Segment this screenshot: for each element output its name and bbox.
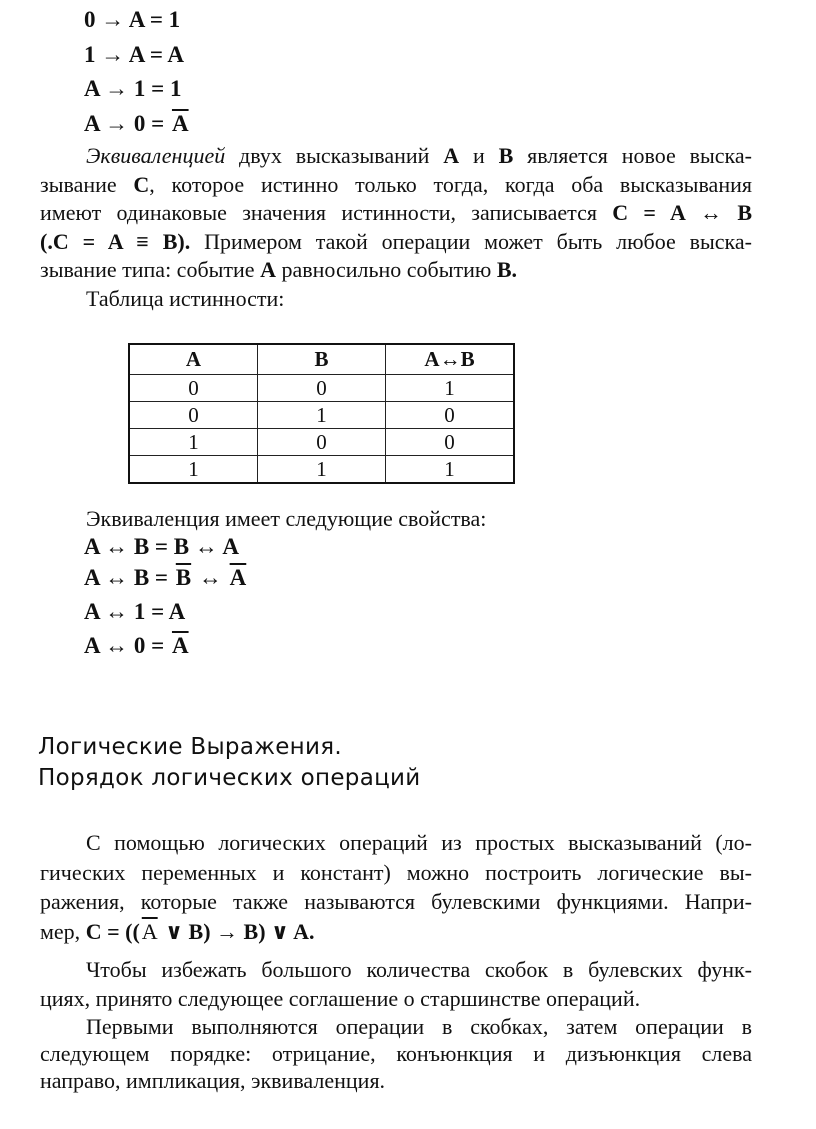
text-segment: ражения, которые также называются булевскими функциями. Напри- xyxy=(40,889,752,914)
table-cell: 1 xyxy=(386,375,515,402)
text-segment: C = (( xyxy=(85,918,140,944)
text-line xyxy=(40,285,752,314)
negated-variable: $\overline{A}$ xyxy=(141,918,158,944)
text-segment: мер, xyxy=(40,918,86,944)
text-segment: , которое истинно только тогда, когда оба высказывания xyxy=(149,171,752,197)
logical-expressions-paragraph xyxy=(40,828,752,946)
text-segment: Эквиваленцией xyxy=(86,143,226,168)
text-line xyxy=(40,595,752,629)
table-cell: 0 xyxy=(386,429,515,456)
text-segment: A ↔ B = xyxy=(84,565,174,590)
text-line xyxy=(40,171,752,200)
table-row xyxy=(129,402,514,429)
heading-line: Порядок логических операций xyxy=(38,765,421,791)
text-line xyxy=(40,228,752,257)
text-segment: является новое выска- xyxy=(513,143,752,168)
text-line xyxy=(40,256,752,285)
text-segment: A ↔ 1 = A xyxy=(84,599,186,624)
text-line xyxy=(40,858,752,888)
text-line xyxy=(40,561,752,595)
text-line xyxy=(40,887,752,917)
text-segment: имеют одинаковые значения истинности, записывается xyxy=(40,200,613,225)
heading-line: Логические Выражения. xyxy=(38,734,343,760)
equivalence-properties xyxy=(40,505,752,663)
text-segment: и xyxy=(459,143,499,168)
text-segment: Чтобы избежать большого количества скобок в булевских функ- xyxy=(86,957,752,982)
section-heading xyxy=(38,732,421,794)
text-line xyxy=(84,107,796,142)
text-segment: С помощью логических операций из простых высказываний (ло- xyxy=(86,830,752,855)
text-line xyxy=(84,72,796,107)
text-segment: (.C = A ≡ B). xyxy=(40,228,191,254)
negated-variable: $\overline{A}$ xyxy=(229,565,247,590)
text-segment: ↔ xyxy=(193,565,228,590)
table-cell: 0 xyxy=(258,429,386,456)
truth-table xyxy=(128,343,515,484)
text-line xyxy=(84,38,796,73)
text-segment: B xyxy=(498,143,514,168)
text-segment: двух высказываний xyxy=(225,143,444,168)
column-header: B xyxy=(258,344,386,375)
text-line xyxy=(40,199,752,228)
column-header: A xyxy=(129,344,258,375)
text-segment: циях, принято следующее соглашение о старшинстве операций. xyxy=(40,985,641,1011)
table-row xyxy=(129,429,514,456)
text-segment: 0 → A = 1 xyxy=(84,7,181,32)
text-segment: направо, импликация, эквиваленция. xyxy=(40,1068,386,1093)
text-line xyxy=(84,3,796,38)
column-header: A↔B xyxy=(386,344,515,375)
text-segment: A xyxy=(443,143,460,168)
table-cell: 1 xyxy=(386,456,515,484)
text-line xyxy=(40,142,752,171)
text-segment: A xyxy=(260,257,276,282)
text-line xyxy=(40,1040,752,1067)
text-line xyxy=(40,917,752,947)
text-segment: A ↔ 0 = xyxy=(84,633,170,658)
text-segment: зывание xyxy=(40,171,134,197)
text-segment: C xyxy=(133,171,150,197)
negated-variable: $\overline{A}$ xyxy=(171,633,189,658)
properties-intro: Эквиваленция имеет следующие свойства: xyxy=(86,506,487,531)
text-segment: A ↔ B = B ↔ A xyxy=(84,534,239,559)
text-segment: Первыми выполняются операции в скобках, затем операции в xyxy=(86,1014,752,1039)
table-cell: 1 xyxy=(129,429,258,456)
text-segment: следующем порядке: отрицание, конъюнкция и дизъюнкция слева xyxy=(40,1041,752,1066)
table-cell: 0 xyxy=(386,402,515,429)
text-segment: B. xyxy=(496,257,518,282)
table-cell: 0 xyxy=(129,402,258,429)
text-line xyxy=(40,828,752,858)
implication-formulas xyxy=(84,3,796,141)
table-cell: 1 xyxy=(129,456,258,484)
text-line xyxy=(40,956,752,985)
text-segment: A → 0 = xyxy=(84,110,170,136)
text-line xyxy=(40,533,752,561)
text-line xyxy=(40,1013,752,1040)
table-row xyxy=(129,375,514,402)
text-segment: равносильно событию xyxy=(275,257,497,282)
table-cell: 0 xyxy=(129,375,258,402)
negated-variable: $\overline{B}$ xyxy=(175,565,192,590)
table-header-row xyxy=(129,344,514,375)
text-line xyxy=(40,985,752,1014)
text-segment: 1 → A = A xyxy=(84,41,185,67)
bracket-convention-paragraph xyxy=(40,956,752,1013)
text-segment: зывание типа: событие xyxy=(40,257,261,282)
table-cell: 0 xyxy=(258,375,386,402)
equivalence-definition-paragraph xyxy=(40,142,752,313)
negated-variable: $\overline{A}$ xyxy=(171,110,189,136)
text-segment: гических переменных и констант) можно построить логические вы- xyxy=(40,859,752,885)
text-segment: A → 1 = 1 xyxy=(84,76,182,101)
operation-order-paragraph xyxy=(40,1013,752,1094)
text-segment: Таблица истинности: xyxy=(86,285,285,311)
table-cell: 1 xyxy=(258,456,386,484)
text-line xyxy=(40,629,752,663)
text-segment: Примером такой операции может быть любое выска- xyxy=(190,228,753,254)
text-segment: ∨ B) → B) ∨ A. xyxy=(159,918,315,944)
text-line xyxy=(40,1067,752,1094)
table-cell: 1 xyxy=(258,402,386,429)
text-segment: C = A ↔ B xyxy=(612,200,752,225)
table-row xyxy=(129,456,514,484)
